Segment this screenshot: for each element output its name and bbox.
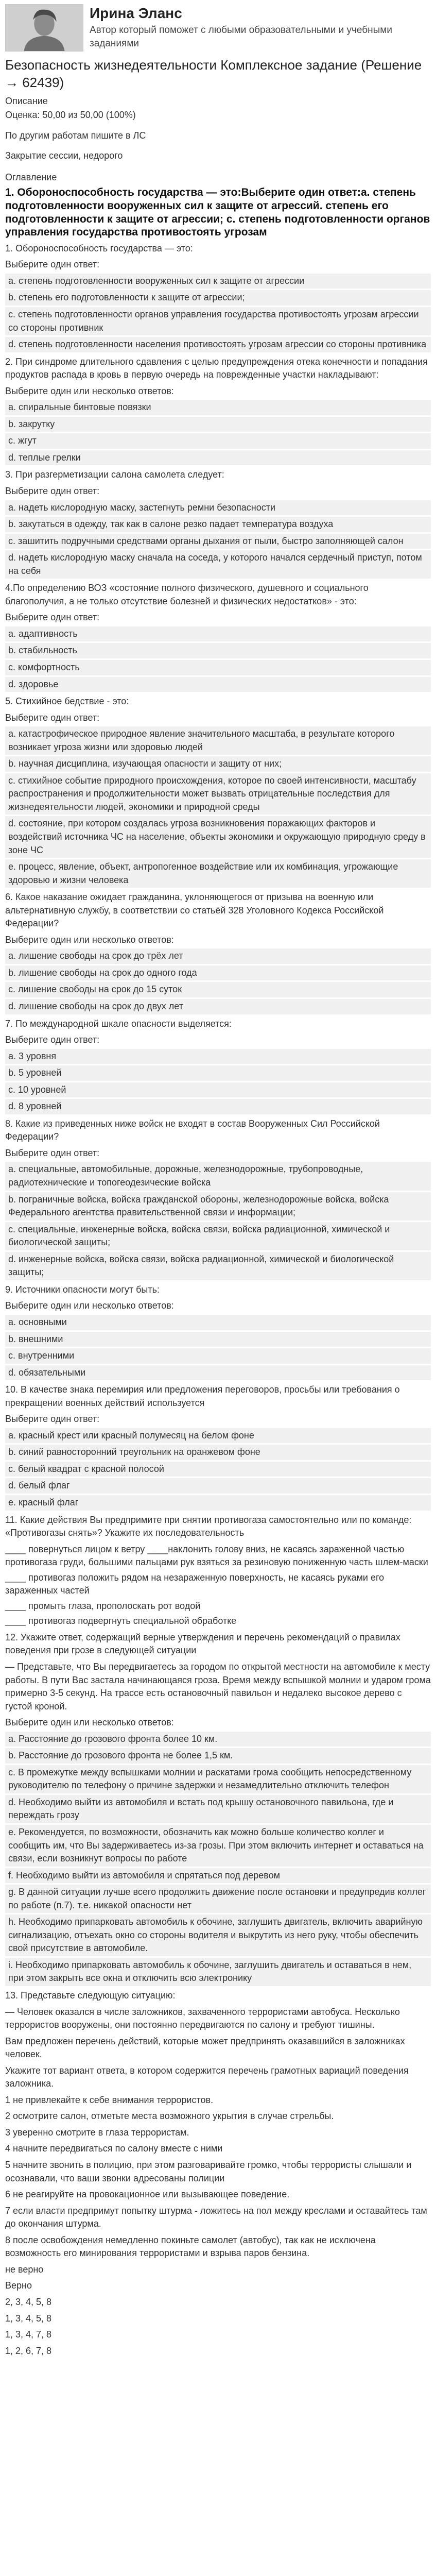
answer-option[interactable]: b. степень его подготовленности к защите от агрессии; xyxy=(5,290,431,306)
question-text: 12. Укажите ответ, содержащий верные утверждения и перечень рекомендаций о правилах поведения при грозе в следующей ситуации xyxy=(5,1632,400,1656)
answer-option[interactable]: b. Расстояние до грозового фронта не более 1,5 км. xyxy=(5,1748,431,1764)
sequence-line: ____ повернуться лицом к ветру ____наклонить голову вниз, не касаясь зараженной частью противогаза груди, большими пальцами рук взяться за резиновую пониженную часть шлем-маски xyxy=(5,1544,428,1568)
answer-option[interactable]: e. красный флаг xyxy=(5,1495,431,1511)
question-text: 13. Представьте следующую ситуацию: xyxy=(5,1990,176,2001)
answer-option[interactable]: d. белый флаг xyxy=(5,1478,431,1494)
answer-option[interactable]: d. надеть кислородную маску сначала на соседа, у которого начался сердечный приступ, потом на себя xyxy=(5,550,431,579)
spacer xyxy=(5,164,431,169)
question-text: 3. При разгерметизации салона самолета следует: xyxy=(5,469,224,480)
question-text: 11. Какие действия Вы предпримите при снятии противогаза самостоятельно или по команде: «Противогазы снять»? Укажите их последовательность xyxy=(5,1514,412,1538)
question-text: 6. Какое наказание ожидает гражданина, уклоняющегося от призыва на военную или альтернативную службу, в соответствии со статьёй 328 Уголовного Кодекса Российской Федерации? xyxy=(5,892,384,929)
author-header xyxy=(5,4,431,52)
author-avatar[interactable] xyxy=(5,4,83,52)
choice-prompt: Выберите один ответ: xyxy=(5,712,100,723)
text-line: 1, 3, 4, 7, 8 xyxy=(5,2329,52,2340)
answer-option[interactable]: h. Необходимо припарковать автомобиль к обочине, заглушить двигатель, включить аварийную сигнализацию, отъехать окно со стороны водителя и выкрутить из него руку, чтобы обеспечить свой присутствие в автомобиле. xyxy=(5,1914,431,1956)
text-line: — Человек оказался в числе заложников, захваченного террористами автобуса. Несколько террористов вооружены, они постоянно передвигаются по салону и требуют тишины. xyxy=(5,2006,400,2030)
question-text: 7. По международной шкале опасности выделяется: xyxy=(5,1018,232,1029)
text-line: 1 не привлекайте к себе внимания террористов. xyxy=(5,2094,214,2105)
question-text: 5. Стихийное бедствие - это: xyxy=(5,696,129,707)
answer-option[interactable]: a. катастрофическое природное явление значительного масштаба, в результате которого возникает угроза жизни или здоровью людей xyxy=(5,726,431,755)
answer-option[interactable]: b. стабильность xyxy=(5,643,431,658)
text-line: 5 начните звонить в полицию, при этом разговаривайте громко, чтобы террористы слышали и осознавали, что ваши звонки адресованы полиции xyxy=(5,2160,412,2183)
choice-prompt: Выберите один ответ: xyxy=(5,1035,100,1045)
text-line: 1, 3, 4, 5, 8 xyxy=(5,2313,52,2324)
choice-prompt: Выберите один ответ: xyxy=(5,485,100,496)
description-label: Описание xyxy=(5,95,48,106)
text-line: Вам предложен перечень действий, которые может предпринять оказавшийся в заложниках человек. xyxy=(5,2036,405,2060)
answer-option[interactable]: c. лишение свободы на срок до 15 суток xyxy=(5,982,431,997)
answer-option[interactable]: b. лишение свободы на срок до одного года xyxy=(5,965,431,981)
author-info xyxy=(90,4,431,50)
answer-option[interactable]: a. спиральные бинтовые повязки xyxy=(5,400,431,415)
answer-option[interactable]: a. Расстояние до грозового фронта более 10 км. xyxy=(5,1732,431,1747)
answer-option[interactable]: b. научная дисциплина, изучающая опасности и защиту от них; xyxy=(5,756,431,772)
answer-option[interactable]: f. Необходимо выйти из автомобиля и спрятаться под деревом xyxy=(5,1868,431,1884)
section-heading: 1. Обороноспособность государства — это:Выберите один ответ:a. степень подготовленности вооруженных сил к защите от агрессий. степень его подготовленности к защите от агрессии; c. степень подготовленности органов управления государства противостоять угрозам xyxy=(5,187,430,239)
choice-prompt: Выберите один ответ: xyxy=(5,1147,100,1158)
answer-option[interactable]: c. белый квадрат с красной полосой xyxy=(5,1462,431,1477)
choice-prompt: Выберите один ответ: xyxy=(5,1414,100,1425)
choice-prompt: Выберите один или несколько ответов: xyxy=(5,1717,174,1728)
answer-option[interactable]: d. состояние, при котором создалась угроза возникновения поражающих факторов и воздействий источника ЧС на население, объекты экономики и окружающую природную среду в зоне ЧС xyxy=(5,816,431,858)
text-line: Укажите тот вариант ответа, в котором содержится перечень грамотных вариаций поведения заложника. xyxy=(5,2065,409,2089)
answer-option[interactable]: b. синий равносторонний треугольник на оранжевом фоне xyxy=(5,1445,431,1460)
avatar-photo-icon xyxy=(6,5,83,51)
choice-prompt: Выберите один ответ: xyxy=(5,259,100,270)
text-line: 2, 3, 4, 5, 8 xyxy=(5,2296,52,2307)
answer-option[interactable]: g. В данной ситуации лучше всего продолжить движение после остановки и предупредив коллег по работе (п.7). т.е. никакой опасности нет xyxy=(5,1885,431,1913)
text-line: 4 начните передвигаться по салону вместе с ними xyxy=(5,2143,223,2154)
doc-title: Безопасность жизнедеятельности Комплексное задание (Решение → 62439) xyxy=(5,57,422,90)
answer-option[interactable]: e. Рекомендуется, по возможности, обозначить как можно больше количество коллег и сообщить им, что Вы задерживаетесь из-за грозы. При этом включить интернет и оставаться на связи, если возникнут вопросы по работе xyxy=(5,1825,431,1867)
answer-option[interactable]: d. теплые грелки xyxy=(5,450,431,466)
author-description: Автор который поможет с любыми образовательными и учебными заданиями xyxy=(90,25,392,49)
text-line: 7 если власти предпримут попытку штурма - ложитесь на пол между креслами и оставайтесь там до окончания штурма. xyxy=(5,2205,427,2229)
answer-option[interactable]: c. внутренними xyxy=(5,1348,431,1364)
toc-label: Оглавление xyxy=(5,172,57,182)
sequence-line: ____ противогаз положить рядом на незараженную поверхность, не касаясь руками его зараженных частей xyxy=(5,1572,385,1596)
answer-option[interactable]: a. 3 уровня xyxy=(5,1049,431,1064)
answer-option[interactable]: a. степень подготовленности вооруженных сил к защите от агрессии xyxy=(5,274,431,289)
answer-option[interactable]: c. специальные, инженерные войска, войска связи, войска радиационной, химической и биологической защиты; xyxy=(5,1222,431,1250)
sequence-line: ____ промыть глаза, прополоскать рот водой xyxy=(5,1600,201,1611)
answer-option[interactable]: e. процесс, явление, объект, антропогенное воздействие или их комбинация, угрожающие здоровью и жизни человека xyxy=(5,859,431,888)
answer-option[interactable]: a. лишение свободы на срок до трёх лет xyxy=(5,948,431,964)
answer-option[interactable]: d. здоровье xyxy=(5,677,431,692)
spacer xyxy=(5,123,431,128)
answer-option[interactable]: c. жгут xyxy=(5,433,431,449)
choice-prompt: Выберите один или несколько ответов: xyxy=(5,385,174,396)
answer-option[interactable]: b. пограничные войска, войска гражданской обороны, железнодорожные войска, войска Федерального агентства правительственной связи и информации; xyxy=(5,1192,431,1221)
answer-option[interactable]: a. надеть кислородную маску, застегнуть ремни безопасности xyxy=(5,500,431,516)
answer-option[interactable]: c. зашитить подручными средствами органы дыхания от пыли, быстро заполняющей салон xyxy=(5,534,431,549)
answer-option[interactable]: a. адаптивность xyxy=(5,626,431,642)
text-line: — Представьте, что Вы передвигаетесь за городом по открытой местности на автомобиле к месту работы. В пути Вас застала начинающаяся гроза. Время между вспышкой молнии и ударом грома примерно 3-5 секунд. На трассе есть остановочный павильон и недалеко высокое дерево с густой кроной. xyxy=(5,1661,431,1711)
questions-list xyxy=(5,242,431,2358)
choice-prompt: Выберите один или несколько ответов: xyxy=(5,934,174,945)
score-text: Оценка: 50,00 из 50,00 (100%) xyxy=(5,110,136,121)
question-text: 1. Обороноспособность государства — это: xyxy=(5,243,193,253)
answer-option[interactable]: d. обязательными xyxy=(5,1365,431,1381)
author-name[interactable]: Ирина Эланс xyxy=(90,5,182,21)
text-line: 2 осмотрите салон, отметьте места возможного укрытия в случае стрельбы. xyxy=(5,2111,334,2122)
text-line: не верно xyxy=(5,2264,44,2275)
answer-option[interactable]: d. 8 уровней xyxy=(5,1099,431,1114)
sequence-line: ____ противогаз подвергнуть специальной обработке xyxy=(5,1616,237,1626)
sessions-text: Закрытие сессии, недорого xyxy=(5,150,123,161)
question-text: 2. При синдроме длительного сдавления с целью предупреждения отека конечности и попадания продуктов распада в кровь в первую очередь на поврежденные участки накладывают: xyxy=(5,356,428,380)
answer-option[interactable]: a. специальные, автомобильные, дорожные, железнодорожные, трубопроводные, радиотехнические и топогеодезические войска xyxy=(5,1162,431,1190)
question-text: 10. В качестве знака перемирия или предложения переговоров, просьбы или требования о прекращении военных действий используется xyxy=(5,1384,400,1408)
answer-option[interactable]: c. В промежутке между вспышками молнии и раскатами грома сообщить непосредственному руководителю по телефону о причине задержки и незамедлительно отключить телефон xyxy=(5,1765,431,1793)
answer-option[interactable]: a. красный крест или красный полумесяц на белом фоне xyxy=(5,1428,431,1444)
answer-option[interactable]: c. степень подготовленности органов управления государства противостоять угрозам агрессии со стороны противник xyxy=(5,307,431,335)
answer-option[interactable]: a. основными xyxy=(5,1315,431,1330)
choice-prompt: Выберите один ответ: xyxy=(5,612,100,623)
answer-option[interactable]: d. Необходимо выйти из автомобиля и встать под крышу остановочного павильона, где и переждать грозу xyxy=(5,1795,431,1823)
answer-option[interactable]: b. закутаться в одежду, так как в салоне резко падает температура воздуха xyxy=(5,517,431,532)
answer-option[interactable]: b. закрутку xyxy=(5,417,431,432)
question-text: 8. Какие из приведенных ниже войск не входят в состав Вооруженных Сил Российской Федерации? xyxy=(5,1118,380,1142)
text-line: 1, 2, 6, 7, 8 xyxy=(5,2345,52,2356)
other-works-text: По другим работам пишите в ЛС xyxy=(5,130,146,141)
text-line: 6 не реагируйте на провокационное или вызывающее поведение. xyxy=(5,2189,290,2200)
text-line: 3 уверенно смотрите в глаза террористам. xyxy=(5,2127,189,2138)
answer-option[interactable]: c. комфортность xyxy=(5,660,431,675)
question-text: 9. Источники опасности могут быть: xyxy=(5,1284,160,1295)
answer-option[interactable]: d. степень подготовленности населения противостоять угрозам агрессии со стороны противника xyxy=(5,337,431,352)
answer-option[interactable]: d. лишение свободы на срок до двух лет xyxy=(5,999,431,1014)
answer-option[interactable]: c. стихийное событие природного происхождения, которое по своей интенсивности, масштабу распространения и продолжительности может вызвать отрицательные последствия для жизнедеятельности людей, экономики и природной среды xyxy=(5,773,431,815)
answer-option[interactable]: b. внешними xyxy=(5,1332,431,1347)
answer-option[interactable]: i. Необходимо припарковать автомобиль к обочине, заглушить двигатель и оставаться в нем, при этом закрыть все окна и отключить всю электронику xyxy=(5,1958,431,1986)
answer-option[interactable]: c. 10 уровней xyxy=(5,1082,431,1098)
text-line: Верно xyxy=(5,2280,32,2291)
choice-prompt: Выберите один или несколько ответов: xyxy=(5,1300,174,1311)
answer-option[interactable]: b. 5 уровней xyxy=(5,1065,431,1081)
doc-meta xyxy=(5,95,431,184)
text-line: 8 после освобождения немедленно покиньте самолет (автобус), так как не исключена возможность его минирования террористами и взрыва паров бензина. xyxy=(5,2234,376,2259)
spacer xyxy=(5,143,431,148)
answer-option[interactable]: d. инженерные войска, войска связи, войска радиационной, химической и биологической защиты; xyxy=(5,1252,431,1280)
question-text: 4.По определению ВОЗ «состояние полного физического, душевного и социального благополучия, а не только отсутствие болезней и физических недостатков» - это: xyxy=(5,583,369,606)
